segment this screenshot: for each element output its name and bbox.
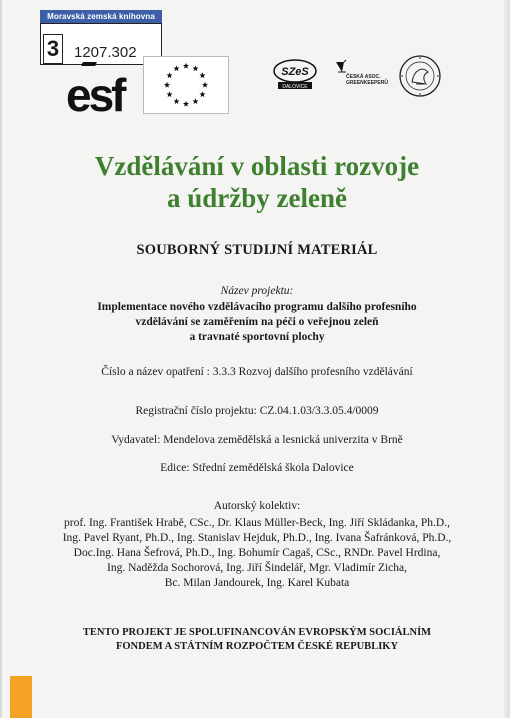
authors-label: Autorský kolektiv:	[213, 500, 301, 512]
project-name-line: Implementace nového vzdělávacího programu dalšího profesního	[97, 301, 417, 313]
eu-star-icon	[167, 72, 173, 78]
library-label: Moravská zemská knihovna	[40, 10, 162, 23]
eu-star-icon	[192, 65, 198, 71]
project-name-line: vzdělávání se zaměřením na péči o veřejnou zeleň	[135, 316, 379, 328]
eu-star-icon	[173, 65, 179, 71]
title-line-1: Vzdělávání v oblasti rozvoje	[94, 151, 420, 181]
project-name-line: a travnaté sportovní plochy	[189, 331, 325, 343]
author-line: Ing. Naděžda Sochorová, Ing. Jiří Šindelář, Mgr. Vladimír Zicha,	[107, 562, 407, 574]
call-number: 1207.302	[74, 44, 137, 61]
school-seal-logo	[398, 54, 442, 98]
edition-text: Edice: Střední zemědělská škola Dalovice	[160, 462, 354, 474]
eu-star-icon	[173, 98, 179, 104]
project-label: Název projektu:	[220, 285, 294, 297]
greenkeeper-text	[346, 74, 392, 86]
shelf-number: 3	[43, 34, 63, 64]
eu-star-icon	[199, 72, 205, 78]
szes-logo-text: SZeS	[281, 66, 309, 78]
title-line-2: a údržby zeleně	[167, 183, 347, 213]
eu-star-icon	[164, 82, 170, 88]
eu-star-icon	[183, 63, 189, 69]
eu-star-icon	[183, 101, 189, 107]
page-edge	[504, 0, 510, 718]
eu-star-icon	[192, 98, 198, 104]
funding-line-1: TENTO PROJEKT JE SPOLUFINANCOVÁN EVROPSKÝM SOCIÁLNÍM	[82, 627, 432, 638]
author-line: Doc.Ing. Hana Šefrová, Ph.D., Ing. Bohumír Cagaš, CSc., RNDr. Pavel Hrdina,	[73, 547, 441, 559]
author-line: Ing. Pavel Ryant, Ph.D., Ing. Stanislav Hejduk, Ph.D., Ing. Ivana Šafránková, Ph.D.,	[62, 532, 452, 544]
document-subtitle: SOUBORNÝ STUDIJNÍ MATERIÁL	[136, 242, 378, 258]
szes-logo-subtext: DALOVICE	[282, 84, 308, 90]
funding-line-2: FONDEM A STÁTNÍM ROZPOČTEM ČESKÉ REPUBLIKY	[115, 641, 399, 652]
funding-statement	[2, 626, 510, 654]
eu-star-icon	[199, 91, 205, 97]
eu-star-icon	[167, 91, 173, 97]
eu-star-icon	[202, 82, 208, 88]
registration-number: Registrační číslo projektu: CZ.04.1.03/3.3.05.4/0009	[135, 405, 379, 417]
orange-marker-tab	[10, 676, 32, 718]
eu-flag-logo	[143, 56, 229, 114]
greenkeeper-line2: GREENKEEPERŮ	[346, 80, 388, 86]
author-line: prof. Ing. František Hrabě, CSc., Dr. Klaus Müller-Beck, Ing. Jiří Skládanka, Ph.D.,	[64, 517, 450, 529]
document-title	[2, 150, 510, 214]
greenkeeper-line1: ČESKÁ ASOC.	[346, 74, 381, 80]
author-line: Bc. Milan Jandourek, Ing. Karel Kubata	[164, 577, 350, 589]
eu-stars-icon	[144, 57, 228, 113]
publisher-text: Vydavatel: Mendelova zemědělská a lesnická univerzita v Brně	[111, 434, 403, 446]
project-name	[2, 300, 510, 345]
szes-logo	[272, 58, 318, 90]
authors-list	[2, 516, 510, 591]
measure-text: Číslo a název opatření : 3.3.3 Rozvoj dalšího profesního vzdělávání	[101, 366, 413, 378]
esf-logo: esf	[66, 69, 124, 121]
